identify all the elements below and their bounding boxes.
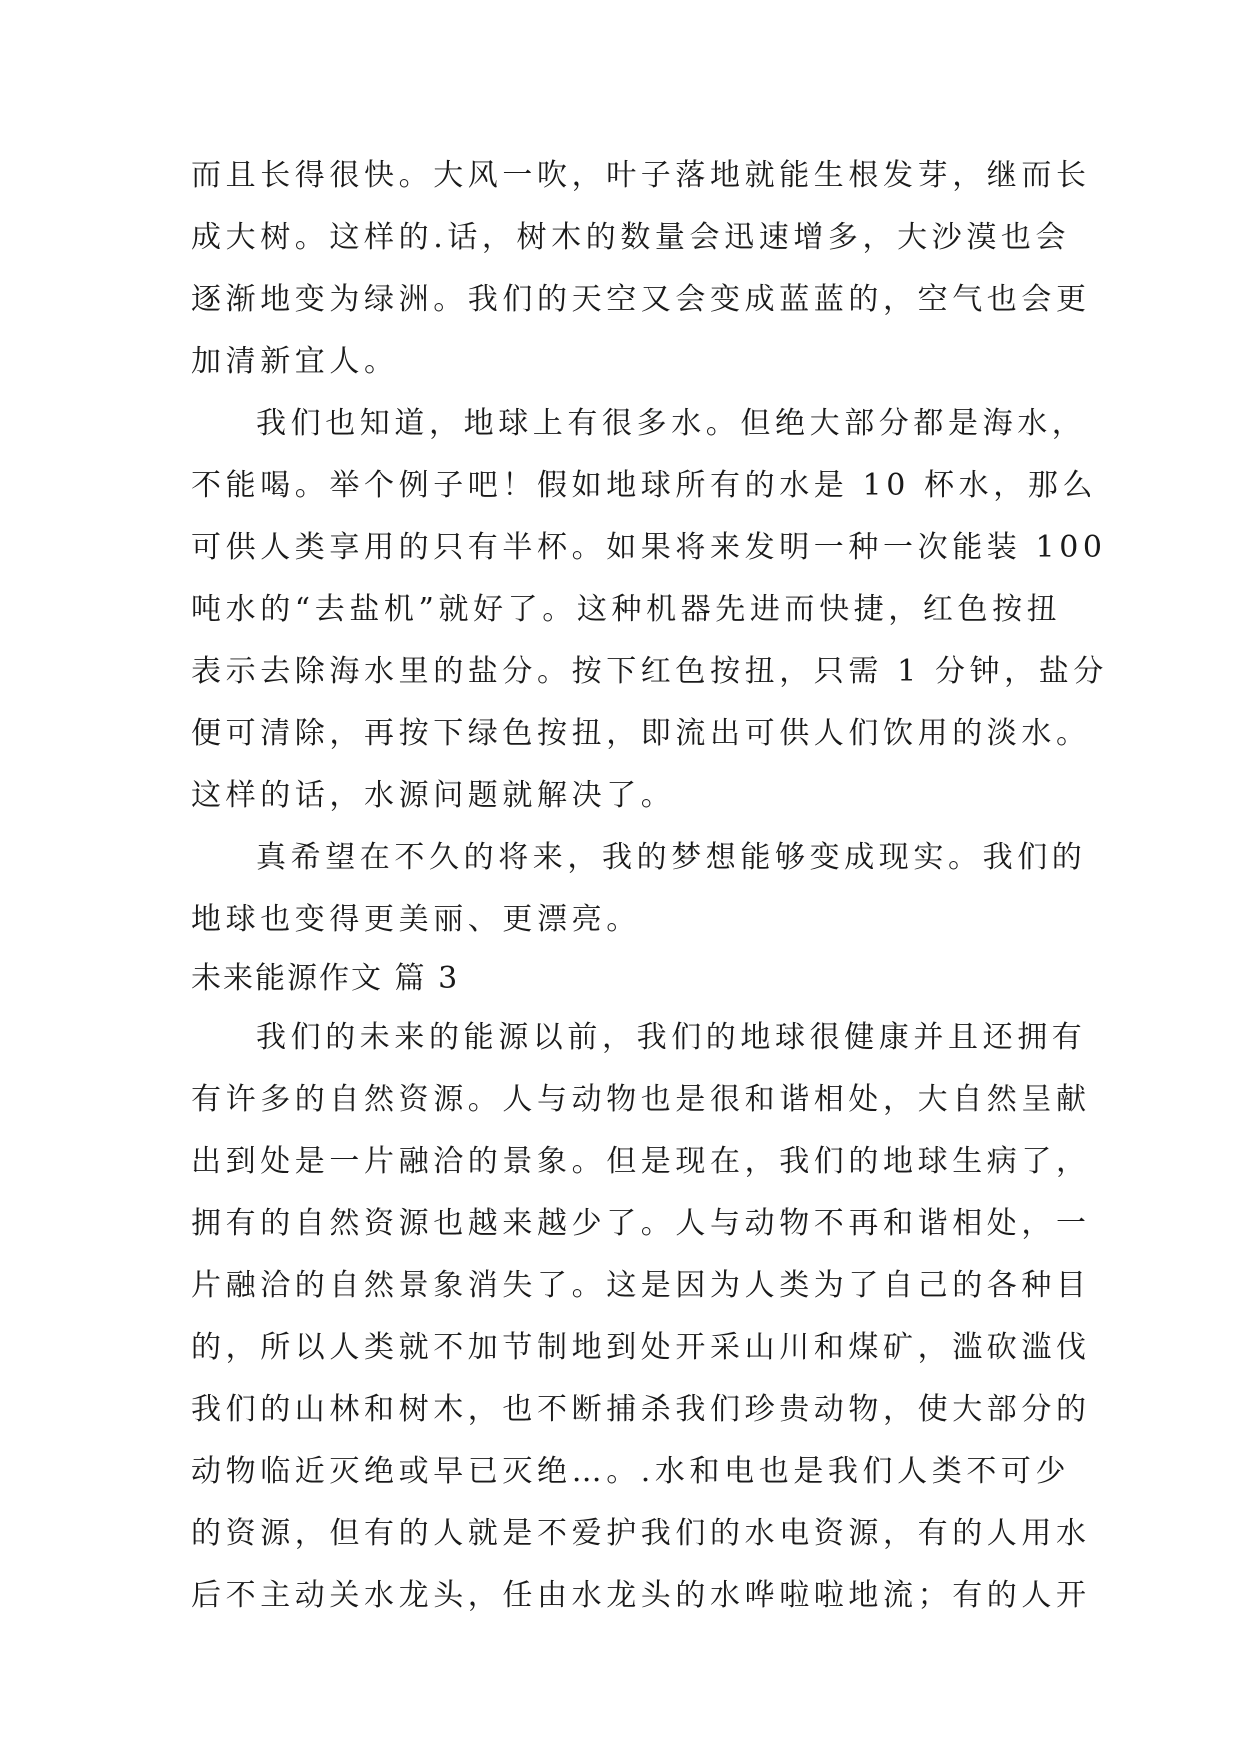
section-heading: 未来能源作文 篇 3: [191, 961, 460, 996]
text-line: 加清新宜人。: [191, 344, 399, 379]
text-line: 的，所以人类就不加节制地到处开采山川和煤矿，滥砍滥伐: [191, 1330, 1091, 1365]
text-line: 我们的山林和树木，也不断捕杀我们珍贵动物，使大部分的: [191, 1392, 1091, 1427]
text-line: 拥有的自然资源也越来越少了。人与动物不再和谐相处，一: [191, 1206, 1091, 1241]
text-line: 后不主动关水龙头，任由水龙头的水哗啦啦地流；有的人开: [191, 1578, 1091, 1613]
text-line: 便可清除，再按下绿色按扭，即流出可供人们饮用的淡水。: [191, 716, 1091, 751]
text-line: 表示去除海水里的盐分。按下红色按扭，只需 1 分钟，盐分: [191, 654, 1108, 689]
text-line: 动物临近灭绝或早已灭绝…。.水和电也是我们人类不可少: [191, 1454, 1071, 1489]
text-line: 可供人类享用的只有半杯。如果将来发明一种一次能装 100: [191, 530, 1107, 565]
text-line: 这样的话，水源问题就解决了。: [191, 778, 676, 813]
text-line: 的资源，但有的人就是不爱护我们的水电资源，有的人用水: [191, 1516, 1091, 1551]
text-line: 有许多的自然资源。人与动物也是很和谐相处，大自然呈献: [191, 1082, 1091, 1117]
text-line: 不能喝。举个例子吧！假如地球所有的水是 10 杯水，那么: [191, 468, 1098, 503]
text-line: 吨水的“去盐机”就好了。这种机器先进而快捷，红色按扭: [191, 592, 1062, 627]
text-line: 片融洽的自然景象消失了。这是因为人类为了自己的各种目: [191, 1268, 1091, 1303]
text-line: 逐渐地变为绿洲。我们的天空又会变成蓝蓝的，空气也会更: [191, 282, 1091, 317]
paragraph-first-line: 我们也知道，地球上有很多水。但绝大部分都是海水，: [256, 406, 1087, 441]
text-line: 出到处是一片融洽的景象。但是现在，我们的地球生病了，: [191, 1144, 1091, 1179]
text-line: 成大树。这样的.话，树木的数量会迅速增多，大沙漠也会: [191, 220, 1071, 255]
text-line: 而且长得很快。大风一吹，叶子落地就能生根发芽，继而长: [191, 158, 1091, 193]
text-line: 地球也变得更美丽、更漂亮。: [191, 902, 641, 937]
paragraph-first-line: 我们的未来的能源以前，我们的地球很健康并且还拥有: [256, 1020, 1087, 1055]
paragraph-first-line: 真希望在不久的将来，我的梦想能够变成现实。我们的: [256, 840, 1087, 875]
